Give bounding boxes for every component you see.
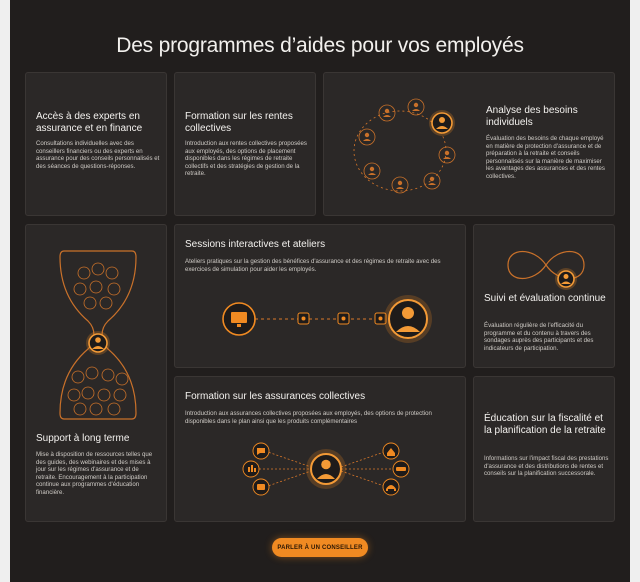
card-acces-experts	[25, 72, 167, 216]
card-text: Introduction aux rentes collectives proposées aux employés, des options de placement disponibles dans les régimes de retraite collectifs et des stratégies de gestion de la retraite.	[185, 140, 307, 178]
hourglass-illustration	[56, 245, 140, 425]
page	[10, 0, 630, 582]
card-text: Introduction aux assurances collectives proposées aux employés, des options de protection disponibles dans le plan ainsi que les produits complémentaires	[185, 410, 432, 425]
card-title: Formation sur les rentes collectives	[185, 111, 293, 134]
card-support-long-terme	[25, 224, 167, 522]
card-formation-assurances	[174, 376, 466, 522]
card-analyse-besoins	[323, 72, 615, 216]
page-title: Des programmes d’aides pour vos employés	[116, 34, 524, 57]
card-title: Suivi et évaluation continue	[484, 293, 606, 304]
card-text: Évaluation régulière de l'efficacité du programme et du contenu à travers des sondages auprès des participants et des indicateurs de participation.	[484, 322, 594, 352]
card-title: Formation sur les assurances collectives	[185, 391, 366, 402]
card-formation-rentes	[174, 72, 316, 216]
card-text: Ateliers pratiques sur la gestion des bénéfices d'assurance et des régimes de retraite avec des exercices de simulation pour aider les employés.	[185, 258, 441, 273]
card-text: Mise à disposition de ressources telles que des guides, des webinaires et des mises à jour sur les régimes d'assurance et de retraite. Encouragement à la participation continue aux programmes d'éducation financière.	[36, 451, 153, 496]
card-title: Support à long terme	[36, 433, 130, 444]
card-text: Informations sur l'impact fiscal des prestations d'assurance et des distributions de rentes et conseils sur la planification successorale.	[484, 455, 609, 478]
workshop-flow-illustration	[215, 287, 435, 347]
talk-to-advisor-button[interactable]: PARLER À UN CONSEILLER	[272, 538, 368, 557]
card-title: Accès à des experts en assurance et en finance	[36, 111, 143, 134]
card-sessions-ateliers	[174, 224, 466, 368]
card-title: Éducation sur la fiscalité et la planification de la retraite	[484, 413, 606, 436]
infinity-icon	[498, 241, 594, 289]
people-circle-illustration	[342, 89, 462, 209]
card-text: Consultations individuelles avec des conseillers financiers ou des experts en assurance pour des conseils personnalisés et des séances de questions-réponses.	[36, 140, 160, 170]
card-education-fiscalite	[473, 376, 615, 522]
card-suivi-evaluation	[473, 224, 615, 368]
card-text: Évaluation des besoins de chaque employé en matière de protection d'assurance et de préparation à la retraite et conseils personnalisés sur la manière de maximiser les avantages des assurances et des rentes collectives.	[486, 135, 605, 180]
card-title: Sessions interactives et ateliers	[185, 239, 326, 250]
card-title: Analyse des besoins individuels	[486, 105, 578, 128]
insurance-network-illustration	[241, 439, 411, 503]
